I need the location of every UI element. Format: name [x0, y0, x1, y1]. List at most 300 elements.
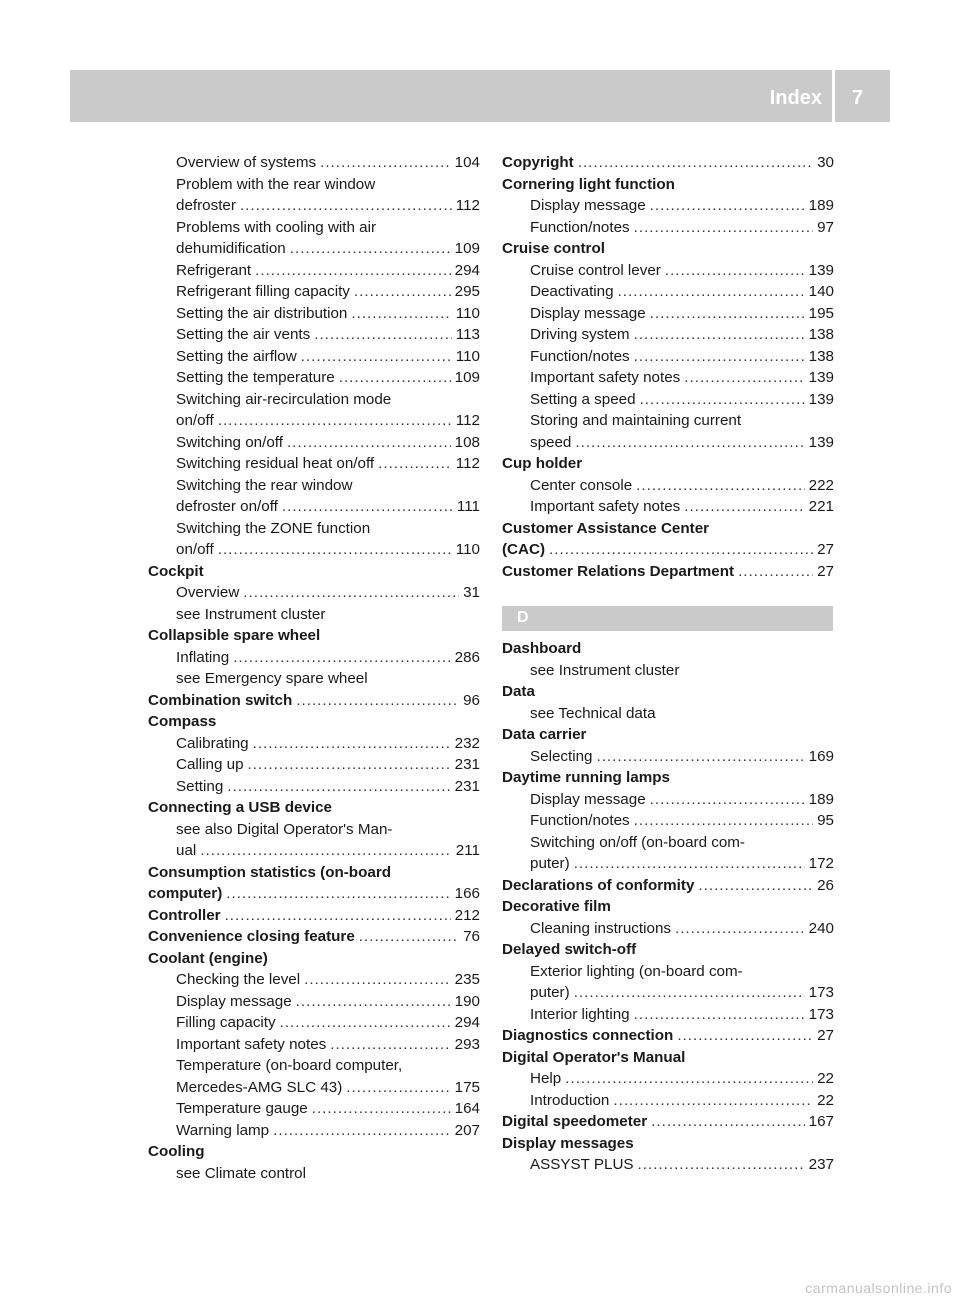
page-reference[interactable]: 231	[454, 777, 480, 795]
entry-text: Setting	[176, 777, 224, 795]
index-heading[interactable]	[502, 561, 834, 583]
index-subentry	[502, 961, 834, 983]
page-reference[interactable]: 109	[454, 240, 480, 257]
dot-leader	[549, 539, 813, 561]
entry-text: Deactivating	[530, 283, 614, 300]
entry-text: see Instrument cluster	[176, 605, 326, 623]
index-heading[interactable]	[148, 883, 480, 905]
index-heading	[502, 767, 834, 789]
entry-text: Switching the rear window	[176, 476, 353, 494]
index-subentry	[148, 819, 480, 841]
index-subentry[interactable]	[502, 281, 834, 303]
entry-text: Important safety notes	[176, 1035, 327, 1053]
index-subentry[interactable]	[502, 195, 834, 217]
dot-leader	[301, 346, 452, 368]
entry-text: Data	[502, 683, 535, 700]
dot-leader	[218, 410, 452, 432]
index-heading	[148, 711, 480, 733]
entry-text: Selecting	[530, 747, 593, 765]
watermark: carmanualsonline.info	[805, 1280, 952, 1296]
index-subentry[interactable]	[148, 969, 480, 991]
dot-leader	[339, 367, 451, 389]
entry-text: speed	[530, 433, 572, 451]
dot-leader	[200, 840, 452, 862]
dot-leader	[634, 1004, 805, 1026]
entry-text: Setting the temperature	[176, 369, 335, 386]
page-reference[interactable]: 164	[454, 1100, 480, 1117]
page-reference[interactable]: 97	[817, 218, 834, 236]
entry-text: Delayed switch-off	[502, 941, 637, 958]
index-subentry[interactable]	[148, 539, 480, 561]
dot-leader	[225, 905, 451, 927]
entry-text: Function/notes	[530, 812, 630, 829]
entry-text: Setting a speed	[530, 390, 636, 408]
index-subentry	[148, 174, 480, 196]
page-reference[interactable]: 167	[808, 1113, 834, 1130]
entry-text: Switching air-recirculation mode	[176, 390, 392, 408]
entry-text: Decorative film	[502, 898, 611, 915]
entry-text: Refrigerant	[176, 261, 252, 279]
entry-text: (CAC)	[502, 541, 546, 558]
page-reference[interactable]: 212	[454, 906, 480, 924]
dot-leader	[378, 453, 452, 475]
entry-text: Temperature gauge	[176, 1100, 308, 1117]
dot-leader	[314, 324, 452, 346]
entry-text: defroster on/off	[176, 498, 278, 515]
entry-text: Switching on/off	[176, 433, 283, 451]
page-reference[interactable]: 27	[817, 562, 834, 580]
dot-leader	[665, 260, 805, 282]
dot-leader	[578, 152, 813, 174]
dot-leader	[320, 152, 451, 174]
dot-leader	[346, 1077, 450, 1099]
dot-leader	[640, 389, 805, 411]
page-reference[interactable]: 140	[808, 283, 834, 300]
entry-text: Digital speedometer	[502, 1113, 648, 1130]
entry-text: Problem with the rear window	[176, 175, 376, 193]
entry-text: Inflating	[176, 648, 230, 666]
entry-text: puter)	[530, 855, 570, 872]
page-reference[interactable]: 110	[455, 541, 480, 558]
dot-leader	[296, 690, 459, 712]
index-subentry[interactable]	[502, 810, 834, 832]
index-subentry[interactable]	[148, 776, 480, 798]
page-reference[interactable]: 169	[808, 747, 834, 765]
page-reference[interactable]: 110	[455, 347, 480, 365]
index-subentry[interactable]	[502, 982, 834, 1004]
entry-text: Center console	[530, 476, 633, 494]
index-heading	[148, 625, 480, 647]
entry-text: see Instrument cluster	[530, 661, 680, 679]
index-column-right-bottom	[502, 638, 834, 1176]
index-subentry[interactable]	[502, 1068, 834, 1090]
page-reference[interactable]: 108	[454, 433, 480, 451]
index-subentry[interactable]	[502, 367, 834, 389]
index-heading[interactable]	[502, 1025, 834, 1047]
page-reference[interactable]: 139	[808, 261, 834, 279]
entry-text: defroster	[176, 197, 236, 214]
index-subentry[interactable]	[148, 582, 480, 604]
page-reference[interactable]: 221	[808, 498, 834, 515]
entry-text: Cornering light function	[502, 175, 675, 193]
dot-leader	[255, 260, 451, 282]
index-subentry	[148, 604, 480, 626]
page-reference[interactable]: 138	[808, 326, 834, 343]
section-header-bar	[502, 606, 833, 631]
entry-text: Diagnostics connection	[502, 1027, 674, 1044]
page-reference[interactable]: 76	[463, 928, 480, 945]
dot-leader	[282, 496, 453, 518]
entry-text: Function/notes	[530, 218, 630, 236]
dot-leader	[354, 281, 451, 303]
entry-text: Interior lighting	[530, 1005, 630, 1023]
index-subentry[interactable]	[148, 281, 480, 303]
dot-leader	[565, 1068, 813, 1090]
index-subentry[interactable]	[502, 1154, 834, 1176]
index-subentry[interactable]	[148, 195, 480, 217]
entry-text: Switching on/off (on-board com-	[530, 833, 745, 851]
entry-text: Compass	[148, 713, 217, 730]
entry-text: Overview of systems	[176, 154, 317, 171]
page-reference[interactable]: 189	[808, 790, 834, 808]
page-reference[interactable]: 237	[808, 1156, 834, 1173]
entry-text: Filling capacity	[176, 1014, 276, 1031]
index-subentry[interactable]	[502, 432, 834, 454]
index-subentry[interactable]	[148, 733, 480, 755]
entry-text: Customer Relations Department	[502, 562, 735, 580]
dot-leader	[675, 918, 805, 940]
dot-leader	[574, 982, 805, 1004]
index-heading	[148, 948, 480, 970]
index-column-left	[148, 152, 480, 1184]
index-subentry[interactable]	[148, 432, 480, 454]
entry-text: Display message	[530, 304, 646, 322]
entry-text: Temperature (on-board computer,	[176, 1057, 403, 1074]
dot-leader	[226, 883, 450, 905]
entry-text: Function/notes	[530, 347, 630, 365]
page-reference[interactable]: 95	[817, 812, 834, 829]
dot-leader	[636, 475, 805, 497]
index-heading	[502, 1047, 834, 1069]
entry-text: Display messages	[502, 1134, 634, 1152]
dot-leader	[574, 853, 805, 875]
dot-leader	[575, 432, 804, 454]
index-subentry[interactable]	[148, 840, 480, 862]
page-reference[interactable]: 166	[454, 885, 480, 902]
entry-text: on/off	[176, 412, 214, 429]
index-heading	[502, 724, 834, 746]
index-subentry[interactable]	[502, 853, 834, 875]
entry-text: Setting the air vents	[176, 326, 311, 343]
page-reference[interactable]: 232	[454, 734, 480, 752]
page-reference[interactable]: 294	[454, 261, 480, 279]
page-reference[interactable]: 240	[808, 919, 834, 937]
index-subentry	[502, 660, 834, 682]
entry-text: computer)	[148, 885, 223, 902]
dot-leader	[651, 1111, 804, 1133]
page-reference[interactable]: 27	[817, 1027, 834, 1044]
index-subentry[interactable]	[148, 453, 480, 475]
dot-leader	[296, 991, 451, 1013]
page-reference[interactable]: 22	[817, 1091, 834, 1109]
entry-text: Introduction	[530, 1091, 610, 1109]
page-reference[interactable]: 231	[454, 756, 480, 773]
index-heading	[502, 238, 834, 260]
index-subentry[interactable]	[502, 346, 834, 368]
index-subentry[interactable]	[502, 918, 834, 940]
page-reference[interactable]: 195	[808, 304, 834, 322]
index-subentry[interactable]	[502, 260, 834, 282]
dot-leader	[738, 561, 813, 583]
page-reference[interactable]: 175	[454, 1078, 480, 1096]
entry-text: Help	[530, 1070, 562, 1087]
entry-text: Customer Assistance Center	[502, 519, 710, 537]
dot-leader	[233, 647, 450, 669]
index-subentry	[148, 217, 480, 239]
index-subentry[interactable]	[148, 496, 480, 518]
entry-text: Cruise control	[502, 240, 605, 257]
dot-leader	[596, 746, 804, 768]
entry-text: on/off	[176, 541, 214, 558]
dot-leader	[243, 582, 459, 604]
page-reference[interactable]: 26	[817, 876, 834, 894]
entry-text: Calibrating	[176, 734, 249, 752]
page-reference[interactable]: 112	[455, 455, 480, 472]
index-subentry[interactable]	[148, 152, 480, 174]
index-subentry	[148, 389, 480, 411]
entry-text: see Climate control	[176, 1164, 306, 1182]
index-subentry[interactable]	[148, 238, 480, 260]
index-subentry[interactable]	[148, 1120, 480, 1142]
index-subentry[interactable]	[502, 303, 834, 325]
index-heading[interactable]	[148, 905, 480, 927]
index-column-right-top	[502, 152, 834, 582]
dot-leader	[650, 789, 805, 811]
entry-text: Connecting a USB device	[148, 799, 332, 816]
page-reference[interactable]: 109	[454, 369, 480, 386]
entry-text: ual	[176, 842, 197, 859]
entry-text: Setting the air distribution	[176, 304, 348, 322]
entry-text: Important safety notes	[530, 369, 681, 386]
index-subentry[interactable]	[148, 324, 480, 346]
index-subentry	[148, 518, 480, 540]
page-reference[interactable]: 113	[455, 326, 480, 343]
dot-leader	[312, 1098, 451, 1120]
dot-leader	[218, 539, 452, 561]
page-reference[interactable]: 111	[456, 498, 480, 515]
entry-text: Switching the ZONE function	[176, 519, 371, 537]
index-heading[interactable]	[502, 1111, 834, 1133]
page-reference[interactable]: 30	[817, 154, 834, 171]
index-heading[interactable]	[502, 152, 834, 174]
index-subentry[interactable]	[502, 324, 834, 346]
page-title: Index	[769, 87, 822, 109]
page-reference[interactable]: 190	[454, 992, 480, 1010]
index-subentry[interactable]	[148, 991, 480, 1013]
dot-leader	[684, 367, 804, 389]
dot-leader	[634, 217, 813, 239]
index-subentry[interactable]	[148, 367, 480, 389]
page-reference[interactable]: 104	[454, 154, 480, 171]
page-reference[interactable]: 172	[808, 855, 834, 872]
dot-leader	[359, 926, 459, 948]
index-subentry[interactable]	[148, 1098, 480, 1120]
entry-text: Cruise control lever	[530, 261, 661, 279]
entry-text: Cleaning instructions	[530, 919, 671, 937]
dot-leader	[618, 281, 805, 303]
index-heading	[148, 862, 480, 884]
index-subentry[interactable]	[148, 1034, 480, 1056]
page-reference[interactable]: 139	[808, 390, 834, 408]
dot-leader	[638, 1154, 805, 1176]
entry-text: Cooling	[148, 1143, 205, 1160]
index-subentry[interactable]	[502, 789, 834, 811]
header-divider	[832, 70, 835, 122]
index-heading	[502, 939, 834, 961]
page-reference[interactable]: 293	[454, 1035, 480, 1053]
entry-text: Exterior lighting (on-board com-	[530, 962, 743, 980]
entry-text: Collapsible spare wheel	[148, 627, 321, 644]
index-subentry[interactable]	[502, 217, 834, 239]
entry-text: ASSYST PLUS	[530, 1156, 634, 1173]
page-reference[interactable]: 139	[808, 369, 834, 386]
index-heading	[502, 638, 834, 660]
entry-text: Controller	[148, 906, 221, 924]
page-reference[interactable]: 96	[463, 691, 480, 709]
index-subentry[interactable]	[148, 410, 480, 432]
index-heading[interactable]	[148, 690, 480, 712]
page-reference[interactable]: 112	[455, 412, 480, 429]
page-reference[interactable]: 27	[817, 541, 834, 558]
dot-leader	[304, 969, 451, 991]
page-reference[interactable]: 222	[808, 476, 834, 494]
index-heading	[502, 681, 834, 703]
dot-leader	[650, 195, 805, 217]
index-subentry[interactable]	[148, 1077, 480, 1099]
index-subentry[interactable]	[148, 260, 480, 282]
entry-text: Setting the airflow	[176, 347, 297, 365]
page-reference[interactable]: 294	[454, 1014, 480, 1031]
dot-leader	[650, 303, 805, 325]
page-reference[interactable]: 235	[454, 971, 480, 988]
entry-text: Coolant (engine)	[148, 949, 268, 967]
index-subentry[interactable]	[502, 475, 834, 497]
entry-text: Overview	[176, 584, 240, 601]
index-heading	[148, 797, 480, 819]
index-subentry	[148, 475, 480, 497]
page-reference[interactable]: 286	[454, 648, 480, 666]
index-heading[interactable]	[502, 539, 834, 561]
entry-text: see Technical data	[530, 704, 656, 722]
index-subentry[interactable]	[502, 389, 834, 411]
index-subentry[interactable]	[148, 346, 480, 368]
entry-text: dehumidification	[176, 240, 286, 257]
dot-leader	[634, 324, 805, 346]
page-reference[interactable]: 211	[455, 842, 480, 859]
entry-text: Display message	[176, 992, 292, 1010]
index-subentry[interactable]	[502, 496, 834, 518]
entry-text: Switching residual heat on/off	[176, 455, 375, 472]
dot-leader	[253, 733, 451, 755]
dot-leader	[613, 1090, 813, 1112]
section-letter: D	[517, 609, 529, 626]
page-reference[interactable]: 22	[817, 1070, 834, 1087]
index-heading	[148, 561, 480, 583]
page-reference[interactable]: 295	[454, 283, 480, 300]
index-subentry[interactable]	[148, 754, 480, 776]
entry-text: Dashboard	[502, 640, 582, 657]
index-heading	[148, 1141, 480, 1163]
dot-leader	[634, 810, 813, 832]
entry-text: Daytime running lamps	[502, 769, 670, 786]
page-reference[interactable]: 173	[808, 1005, 834, 1023]
index-heading	[502, 518, 834, 540]
entry-text: see Emergency spare wheel	[176, 670, 368, 687]
page-reference[interactable]: 31	[463, 584, 480, 601]
index-heading	[502, 453, 834, 475]
index-subentry	[502, 410, 834, 432]
entry-text: puter)	[530, 984, 570, 1001]
entry-text: Refrigerant filling capacity	[176, 283, 350, 300]
dot-leader	[287, 432, 451, 454]
index-heading[interactable]	[148, 926, 480, 948]
entry-text: Important safety notes	[530, 498, 681, 515]
page-reference[interactable]: 207	[454, 1121, 480, 1139]
entry-text: Calling up	[176, 756, 244, 773]
entry-text: see also Digital Operator's Man-	[176, 820, 393, 838]
index-heading	[502, 1133, 834, 1155]
entry-text: Display message	[530, 197, 646, 214]
page-number: 7	[852, 87, 864, 109]
dot-leader	[240, 195, 452, 217]
page-reference[interactable]: 139	[808, 433, 834, 451]
dot-leader	[351, 303, 451, 325]
entry-text: Digital Operator's Manual	[502, 1048, 686, 1066]
index-heading	[502, 174, 834, 196]
index-heading	[502, 896, 834, 918]
page-reference[interactable]: 189	[808, 197, 834, 214]
entry-text: Cockpit	[148, 562, 204, 580]
page-reference[interactable]: 110	[455, 304, 480, 322]
entry-text: Warning lamp	[176, 1121, 270, 1139]
index-subentry[interactable]	[148, 303, 480, 325]
entry-text: Copyright	[502, 154, 574, 171]
dot-leader	[330, 1034, 450, 1056]
entry-text: Convenience closing feature	[148, 928, 355, 945]
index-subentry	[502, 832, 834, 854]
entry-text: Display message	[530, 790, 646, 808]
index-subentry	[148, 1055, 480, 1077]
index-subentry[interactable]	[502, 1004, 834, 1026]
page-reference[interactable]: 112	[455, 197, 480, 214]
dot-leader	[273, 1120, 451, 1142]
dot-leader	[684, 496, 804, 518]
entry-text: Problems with cooling with air	[176, 218, 377, 236]
index-subentry[interactable]	[502, 746, 834, 768]
entry-text: Driving system	[530, 326, 630, 343]
index-subentry[interactable]	[148, 647, 480, 669]
index-subentry	[148, 668, 480, 690]
dot-leader	[634, 346, 805, 368]
index-subentry	[502, 703, 834, 725]
dot-leader	[677, 1025, 813, 1047]
index-subentry[interactable]	[502, 1090, 834, 1112]
index-subentry[interactable]	[148, 1012, 480, 1034]
page-reference[interactable]: 173	[808, 984, 834, 1001]
dot-leader	[280, 1012, 451, 1034]
page-reference[interactable]: 138	[808, 347, 834, 365]
index-heading[interactable]	[502, 875, 834, 897]
